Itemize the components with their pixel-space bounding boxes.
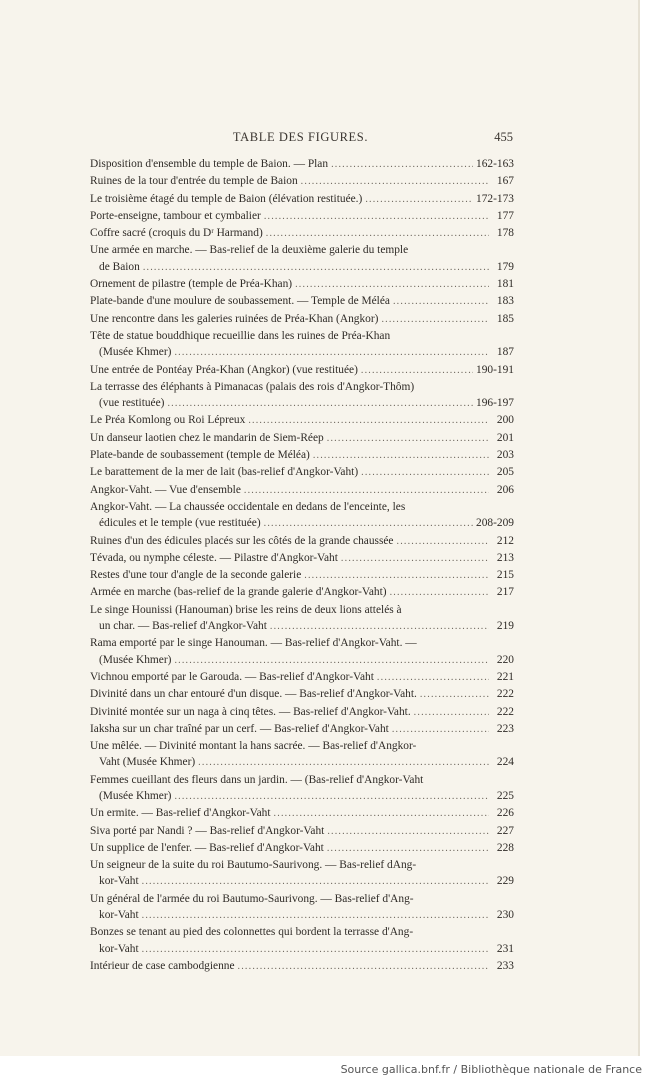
dot-leader (198, 755, 489, 771)
entry-text: kor-Vaht (99, 909, 139, 922)
entry-text: (Musée Khmer) (99, 653, 172, 666)
dot-leader (331, 157, 473, 173)
entry-line (90, 328, 514, 344)
entry-line (90, 430, 514, 447)
figure-entry (90, 242, 514, 276)
entry-text: Vichnou emporté par le Garouda. — Bas-relief d'Angkor-Vaht (90, 670, 374, 683)
entry-line (90, 173, 514, 190)
figure-entry (90, 584, 514, 601)
entry-line (90, 464, 514, 481)
entry-line (90, 958, 514, 975)
figure-entry (90, 567, 514, 584)
entry-continuation-line (90, 873, 514, 890)
figure-entry (90, 823, 514, 840)
entry-text: Porte-enseigne, tambour et cymbalier (90, 209, 261, 222)
dot-leader (174, 653, 489, 669)
entry-text: Tévada, ou nymphe céleste. — Pilastre d'Angkor-Vaht (90, 551, 338, 564)
entry-text: Un ermite. — Bas-relief d'Angkor-Vaht (90, 807, 271, 820)
entry-line (90, 584, 514, 601)
source-credit: Source gallica.bnf.fr / Bibliothèque nationale de France (340, 1063, 642, 1076)
entry-text: de Baion (99, 260, 140, 273)
entry-page-number: 208-209 (476, 517, 514, 530)
entry-page-number: 205 (496, 466, 514, 479)
entry-text: Armée en marche (bas-relief de la grande galerie d'Angkor-Vaht) (90, 586, 387, 599)
entry-text: Plate-bande de soubassement (temple de Méléa) (90, 449, 310, 462)
figure-entry (90, 412, 514, 429)
figure-entry (90, 840, 514, 857)
figure-entry (90, 362, 514, 379)
entry-page-number: 187 (496, 346, 514, 359)
dot-leader (295, 277, 489, 293)
entry-text: Une entrée de Pontéay Préa-Khan (Angkor) (vue restituée) (90, 363, 358, 376)
entry-text: (Musée Khmer) (99, 346, 172, 359)
table-of-figures (90, 156, 514, 975)
entry-line (90, 447, 514, 464)
entry-page-number: 162-163 (476, 158, 514, 170)
entry-text: Bonzes se tenant au pied des colonnettes qui bordent la terrasse d'Ang- (90, 926, 414, 939)
entry-text: Restes d'une tour d'angle de la seconde galerie (90, 569, 302, 582)
entry-line (90, 704, 514, 721)
figure-entry (90, 772, 514, 806)
entry-text: Intérieur de case cambodgienne (90, 959, 235, 972)
dot-leader (304, 568, 489, 584)
figure-entry (90, 293, 514, 310)
entry-line (90, 686, 514, 703)
dot-leader (341, 551, 489, 567)
entry-text: un char. — Bas-relief d'Angkor-Vaht (99, 620, 267, 633)
entry-line (90, 208, 514, 225)
entry-page-number: 225 (496, 789, 514, 802)
entry-text: Disposition d'ensemble du temple de Baion. — Plan (90, 158, 329, 170)
entry-page-number: 201 (496, 431, 514, 444)
dot-leader (381, 312, 489, 328)
entry-text: Tête de statue bouddhique recueillie dans les ruines de Préa-Khan (90, 329, 391, 342)
entry-page-number: 196-197 (476, 397, 514, 410)
entry-page-number: 183 (496, 295, 514, 308)
entry-text: édicules et le temple (vue restituée) (99, 517, 261, 530)
entry-page-number: 229 (496, 875, 514, 888)
entry-text: Iaksha sur un char traîné par un cerf. — Bas-relief d'Angkor-Vaht (90, 722, 389, 735)
entry-line (90, 669, 514, 686)
figure-entry (90, 686, 514, 703)
entry-line (90, 550, 514, 567)
entry-page-number: 178 (496, 227, 514, 240)
dot-leader (142, 908, 489, 924)
entry-page-number: 223 (496, 722, 514, 735)
entry-page-number: 179 (496, 260, 514, 273)
entry-page-number: 231 (496, 942, 514, 955)
entry-text: Une mêlée. — Divinité montant la hans sacrée. — Bas-relief d'Angkor- (90, 740, 417, 753)
entry-page-number: 230 (496, 909, 514, 922)
entry-text: Une armée en marche. — Bas-relief de la deuxième galerie du temple (90, 244, 409, 257)
entry-text: Un général de l'armée du roi Bautumo-Saurivong. — Bas-relief d'Ang- (90, 892, 414, 905)
entry-continuation-line (90, 907, 514, 924)
entry-text: La terrasse des éléphants à Pimanacas (palais des rois d'Angkor-Thôm) (90, 380, 415, 393)
dot-leader (397, 534, 490, 550)
dot-leader (264, 516, 473, 532)
dot-leader (270, 619, 489, 635)
entry-line (90, 156, 514, 173)
entry-page-number: 190-191 (476, 363, 514, 376)
figure-entry (90, 464, 514, 481)
figure-entry (90, 311, 514, 328)
entry-text: (vue restituée) (99, 397, 165, 410)
entry-line (90, 379, 514, 395)
entry-text: Ornement de pilastre (temple de Préa-Khan) (90, 278, 293, 291)
entry-continuation-line (90, 652, 514, 669)
entry-line (90, 412, 514, 429)
entry-page-number: 222 (496, 705, 514, 718)
entry-continuation-line (90, 515, 514, 532)
entry-text: Angkor-Vaht. — Vue d'ensemble (90, 483, 241, 496)
entry-text: Le barattement de la mer de lait (bas-relief d'Angkor-Vaht) (90, 466, 359, 479)
entry-page-number: 221 (496, 670, 514, 683)
entry-text: Une rencontre dans les galeries ruinées de Préa-Khan (Angkor) (90, 312, 379, 325)
entry-line (90, 805, 514, 822)
entry-text: kor-Vaht (99, 942, 139, 955)
entry-line (90, 635, 514, 651)
entry-text: kor-Vaht (99, 875, 139, 888)
dot-leader (377, 670, 489, 686)
entry-line (90, 891, 514, 907)
dot-leader (142, 874, 489, 890)
entry-page-number: 206 (496, 483, 514, 496)
dot-leader (393, 294, 489, 310)
dot-leader (264, 209, 489, 225)
figure-entry (90, 721, 514, 738)
dot-leader (274, 806, 489, 822)
entry-line (90, 823, 514, 840)
dot-leader (174, 789, 489, 805)
figure-entry (90, 276, 514, 293)
figure-entry (90, 225, 514, 242)
page-edge (638, 0, 640, 1056)
entry-line (90, 924, 514, 940)
dot-leader (361, 363, 473, 379)
entry-page-number: 167 (496, 175, 514, 188)
entry-text: Femmes cueillant des fleurs dans un jardin. — (Bas-relief d'Angkor-Vaht (90, 773, 424, 786)
figure-entry (90, 173, 514, 190)
running-header (88, 130, 513, 146)
entry-continuation-line (90, 941, 514, 958)
dot-leader (167, 396, 473, 412)
entry-page-number: 226 (496, 807, 514, 820)
figure-entry (90, 805, 514, 822)
entry-line (90, 721, 514, 738)
entry-line (90, 482, 514, 499)
entry-page-number: 213 (496, 551, 514, 564)
dot-leader (392, 722, 489, 738)
entry-page-number: 203 (496, 449, 514, 462)
figure-entry (90, 191, 514, 208)
figure-entry (90, 669, 514, 686)
dot-leader (420, 687, 489, 703)
figure-entry (90, 482, 514, 499)
entry-line (90, 602, 514, 618)
entry-text: Un supplice de l'enfer. — Bas-relief d'Angkor-Vaht (90, 841, 324, 854)
figure-entry (90, 857, 514, 891)
entry-text: Le troisième étagé du temple de Baion (élévation restituée.) (90, 192, 363, 205)
dot-leader (301, 174, 489, 190)
figure-entry (90, 156, 514, 173)
entry-page-number: 212 (496, 534, 514, 547)
entry-line (90, 857, 514, 873)
entry-page-number: 177 (496, 209, 514, 222)
figure-entry (90, 704, 514, 721)
dot-leader (414, 705, 489, 721)
entry-page-number: 217 (496, 586, 514, 599)
entry-page-number: 224 (496, 756, 514, 769)
dot-leader (327, 824, 489, 840)
entry-text: Angkor-Vaht. — La chaussée occidentale en dedans de l'enceinte, les (90, 500, 406, 513)
entry-text: Le singe Hounissi (Hanouman) brise les reins de deux lions attelés à (90, 603, 402, 616)
entry-text: Plate-bande d'une moulure de soubassement. — Temple de Méléa (90, 295, 390, 308)
entry-line (90, 772, 514, 788)
figure-entry (90, 430, 514, 447)
entry-line (90, 567, 514, 584)
figure-entry (90, 499, 514, 533)
entry-page-number: 222 (496, 688, 514, 701)
dot-leader (142, 942, 489, 958)
entry-line (90, 242, 514, 258)
dot-leader (327, 431, 489, 447)
entry-continuation-line (90, 344, 514, 361)
figure-entry (90, 379, 514, 413)
entry-text: Un seigneur de la suite du roi Bautumo-Saurivong. — Bas-relief dAng- (90, 859, 417, 872)
header-title: TABLE DES FIGURES. (232, 130, 369, 144)
figure-entry (90, 602, 514, 636)
figure-entry (90, 958, 514, 975)
dot-leader (238, 959, 489, 975)
entry-continuation-line (90, 395, 514, 412)
entry-text: Ruines de la tour d'entrée du temple de Baion (90, 175, 298, 188)
dot-leader (244, 483, 489, 499)
entry-page-number: 200 (496, 414, 514, 427)
dot-leader (313, 448, 489, 464)
entry-line (90, 191, 514, 208)
figure-entry (90, 635, 514, 669)
entry-continuation-line (90, 618, 514, 635)
dot-leader (174, 345, 489, 361)
entry-line (90, 276, 514, 293)
entry-text: (Musée Khmer) (99, 789, 172, 802)
dot-leader (248, 413, 489, 429)
figure-entry (90, 328, 514, 362)
entry-text: Vaht (Musée Khmer) (99, 756, 196, 769)
entry-line (90, 311, 514, 328)
entry-line (90, 293, 514, 310)
entry-text: Le Préa Komlong ou Roi Lépreux (90, 414, 246, 427)
entry-page-number: 215 (496, 569, 514, 582)
entry-text: Divinité montée sur un naga à cinq têtes. — Bas-relief d'Angkor-Vaht. (90, 705, 411, 718)
dot-leader (361, 465, 489, 481)
dot-leader (143, 260, 489, 276)
entry-page-number: 227 (496, 824, 514, 837)
header-page-number: 455 (494, 130, 513, 144)
dot-leader (266, 226, 489, 242)
figure-entry (90, 550, 514, 567)
entry-continuation-line (90, 754, 514, 771)
entry-line (90, 840, 514, 857)
dot-leader (365, 192, 473, 208)
entry-line (90, 533, 514, 550)
entry-page-number: 220 (496, 653, 514, 666)
entry-page-number: 181 (496, 278, 514, 291)
entry-page-number: 219 (496, 620, 514, 633)
figure-entry (90, 924, 514, 958)
figure-entry (90, 891, 514, 925)
entry-line (90, 499, 514, 515)
figure-entry (90, 738, 514, 772)
entry-page-number: 185 (496, 312, 514, 325)
entry-text: Siva porté par Nandi ? — Bas-relief d'Angkor-Vaht (90, 824, 325, 837)
entry-text: Un danseur laotien chez le mandarin de Siem-Réep (90, 431, 324, 444)
dot-leader (327, 841, 489, 857)
entry-text: Divinité dans un char entouré d'un disque. — Bas-relief d'Angkor-Vaht. (90, 688, 417, 701)
entry-page-number: 228 (496, 841, 514, 854)
entry-line (90, 225, 514, 242)
figure-entry (90, 208, 514, 225)
entry-page-number: 233 (496, 959, 514, 972)
entry-page-number: 172-173 (476, 192, 514, 205)
entry-text: Ruines d'un des édicules placés sur les côtés de la grande chaussée (90, 534, 394, 547)
figure-entry (90, 533, 514, 550)
entry-continuation-line (90, 788, 514, 805)
entry-text: Coffre sacré (croquis du Dʳ Harmand) (90, 227, 263, 240)
entry-continuation-line (90, 259, 514, 276)
figure-entry (90, 447, 514, 464)
entry-line (90, 738, 514, 754)
entry-text: Rama emporté par le singe Hanouman. — Bas-relief d'Angkor-Vaht. — (90, 637, 417, 650)
dot-leader (390, 585, 489, 601)
entry-line (90, 362, 514, 379)
